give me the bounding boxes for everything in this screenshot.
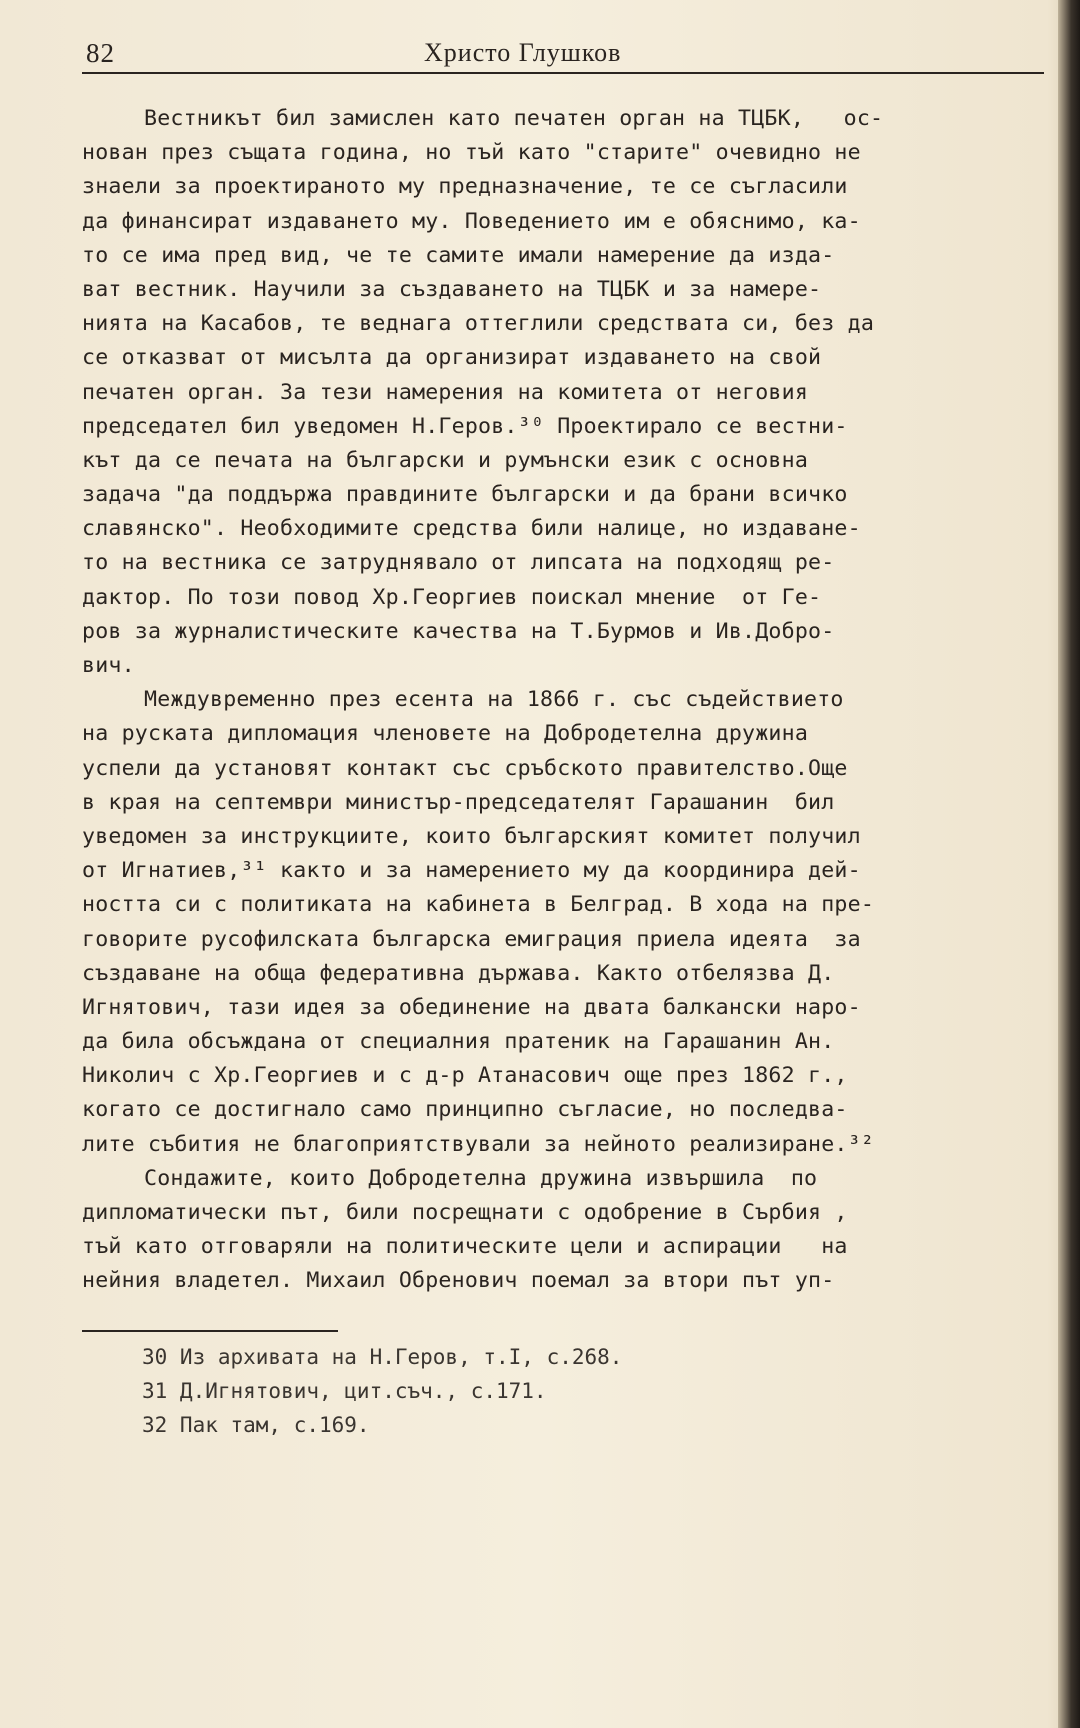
body-line: то на вестника се затруднявало от липсата на подходящ ре- [82, 550, 835, 576]
body-line: нейния владетел. Михаил Обренович поемал за втори път уп- [82, 1268, 835, 1294]
body-line: председател бил уведомен Н.Геров.³⁰ Проектирало се вестни- [82, 413, 848, 439]
body-line: дактор. По този повод Хр.Георгиев поискал мнение от Ге- [82, 584, 822, 610]
running-head-author: Христо Глушков [424, 38, 622, 67]
footnote-31: 31 Д.Игнятович, цит.съч., с.171. [142, 1379, 547, 1403]
body-line: Сондажите, които Добродетелна дружина извършила по [144, 1165, 818, 1191]
body-line: ват вестник. Научили за създаването на ТЦБК и за намере- [82, 276, 822, 302]
body-line: Вестникът бил замислен като печатен орган на ТЦБК, ос- [144, 106, 884, 131]
footnote-separator [82, 1330, 338, 1332]
body-line: говорите русофилската българска емиграция приела идеята за [82, 926, 861, 952]
body-line: Междувременно през есента на 1866 г. със съдействието [144, 687, 844, 713]
page-binding-edge [1058, 0, 1080, 1728]
body-line: успели да установят контакт със сръбското правителство.Още [82, 755, 848, 781]
body-line: то се има пред вид, че те самите имали намерение да изда- [82, 242, 835, 268]
footnote-30: 30 Из архивата на Н.Геров, т.I, с.268. [142, 1345, 623, 1369]
body-line: кът да се печата на български и румънски език с основна [82, 447, 809, 473]
footnote-32: 32 Пак там, с.169. [142, 1413, 370, 1437]
body-line: на руската дипломация членовете на Добродетелна дружина [82, 721, 809, 747]
page-header [82, 38, 1044, 74]
body-line: ров за журналистическите качества на Т.Бурмов и Ив.Добро- [82, 618, 835, 644]
body-text [82, 102, 1044, 1299]
body-line: да финансират издаването му. Поведението им е обяснимо, ка- [82, 208, 861, 234]
body-line: когато се достигнало само принципно съгласие, но последва- [82, 1097, 848, 1123]
body-line: Николич с Хр.Георгиев и с д-р Атанасович още през 1862 г., [82, 1063, 848, 1089]
body-line: уведомен за инструкциите, които българският комитет получил [82, 823, 861, 849]
body-line: създаване на обща федеративна държава. Както отбелязва Д. [82, 960, 835, 986]
body-line: вич. [82, 653, 135, 678]
body-line: от Игнатиев,³¹ както и за намерението му да координира дей- [82, 858, 861, 884]
body-line: в края на септември министър-председателят Гарашанин бил [82, 789, 835, 815]
body-line: печатен орган. За тези намерения на комитета от неговия [82, 379, 809, 405]
body-line: Игнятович, тази идея за обединение на двата балкански наро- [82, 994, 861, 1020]
body-line: задача "да поддържа правдините български и да брани всичко [82, 482, 848, 508]
body-line: лите събития не благоприятствували за нейното реализиране.³² [82, 1131, 875, 1157]
body-line: дипломатически път, били посрещнати с одобрение в Сърбия , [82, 1200, 848, 1225]
body-line: тъй като отговаряли на политическите цели и аспирации на [82, 1234, 848, 1260]
body-line: се отказват от мисълта да организират издаването на свой [82, 345, 822, 371]
body-line: нията на Касабов, те веднага оттеглили средствата си, без да [82, 311, 875, 337]
body-line: славянско". Необходимите средства били налице, но издаване- [82, 516, 861, 542]
body-line: знаели за проектираното му предназначение, те се съгласили [82, 174, 848, 200]
body-line: да била обсъждана от специалния пратеник на Гарашанин Ан. [82, 1029, 835, 1055]
footnotes [142, 1340, 622, 1442]
page-number: 82 [86, 38, 115, 68]
body-line: ността си с политиката на кабинета в Белград. В хода на пре- [82, 892, 875, 918]
body-line: нован през същата година, но тъй като "старите" очевидно не [82, 140, 861, 166]
